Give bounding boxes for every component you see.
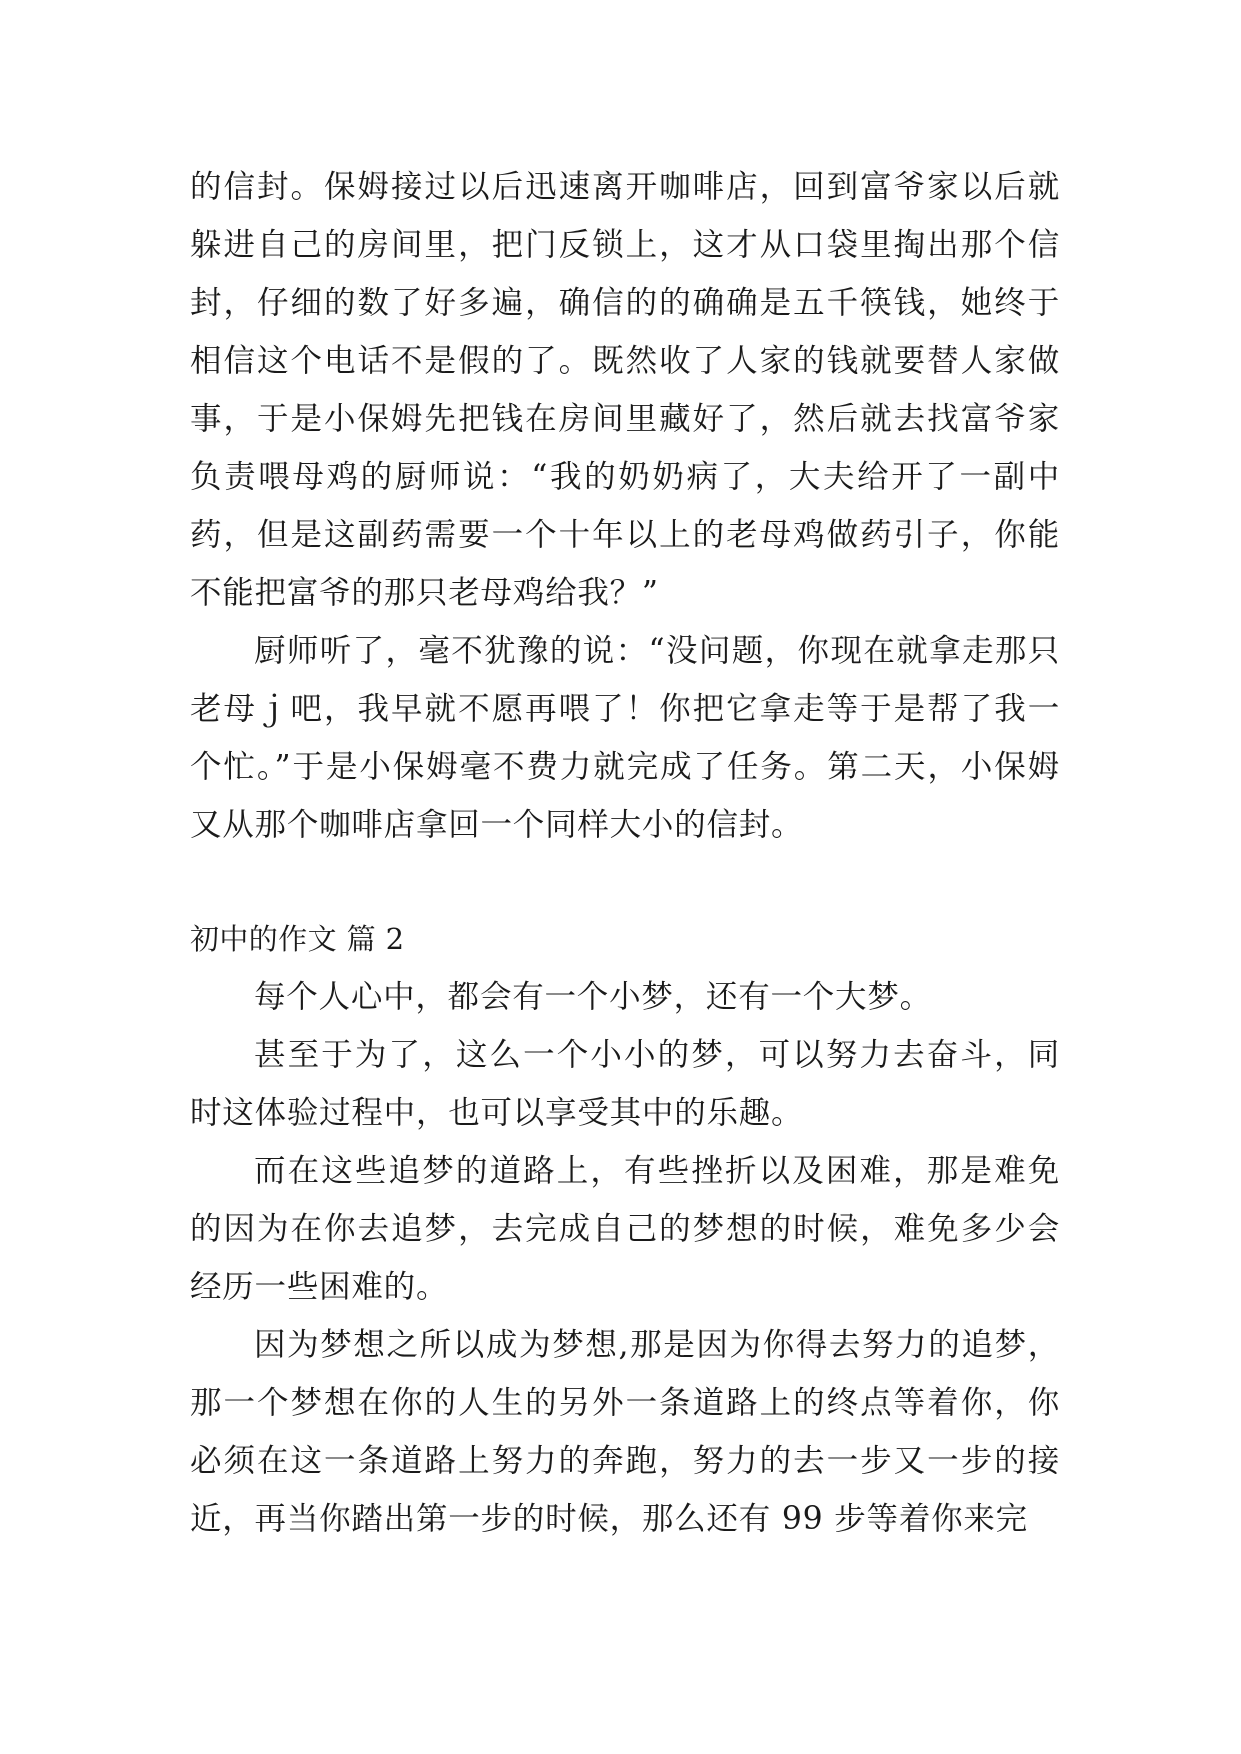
paragraph-dreams-intro: 每个人心中，都会有一个小梦，还有一个大梦。 xyxy=(254,979,932,1015)
paragraph-chef-reply: 厨师听了，毫不犹豫的说：“没问题，你现在就拿走那只老母ｊ吧，我早就不愿再喂了！你把它拿走等于是帮了我一个忙。”于是小保姆毫不费力就完成了任务。第二天，小保姆又从那个咖啡店拿回一个同样大小的信封。 xyxy=(190,633,1060,843)
paragraph-small-dream: 甚至于为了，这么一个小小的梦，可以努力去奋斗，同时这体验过程中，也可以享受其中的乐趣。 xyxy=(190,1037,1060,1131)
paragraph-envelope: 的信封。保姆接过以后迅速离开咖啡店，回到富爷家以后就躲进自己的房间里，把门反锁上，这才从口袋里掏出那个信封，仔细的数了好多遍，确信的的确确是五千筷钱，她终于相信这个电话不是假的了。既然收了人家的钱就要替人家做事，于是小保姆先把钱在房间里藏好了，然后就去找富爷家负责喂母鸡的厨师说：“我的奶奶病了，大夫给开了一副中药，但是这副药需要一个十年以上的老母鸡做药引子，你能不能把富爷的那只老母鸡给我？” xyxy=(190,169,1060,611)
paragraph-difficulties: 而在这些追梦的道路上，有些挫折以及困难，那是难免的因为在你去追梦，去完成自己的梦想的时候，难免多少会经历一些困难的。 xyxy=(190,1153,1060,1305)
paragraph-chasing-dream: 因为梦想之所以成为梦想,那是因为你得去努力的追梦，那一个梦想在你的人生的另外一条道路上的终点等着你，你必须在这一条道路上努力的奔跑，努力的去一步又一步的接近，再当你踏出第一步的时候，那么还有 99 步等着你来完 xyxy=(190,1327,1060,1537)
document-page xyxy=(190,158,1060,1548)
section-title: 初中的作文 篇 2 xyxy=(190,922,405,956)
